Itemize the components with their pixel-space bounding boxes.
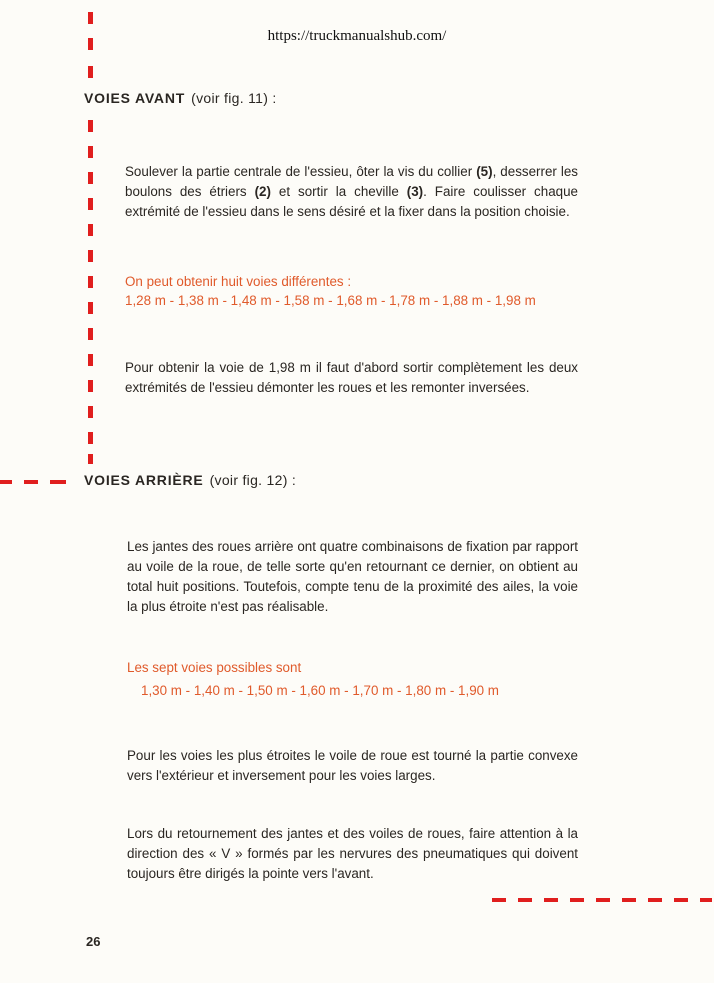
section-front-title: VOIES AVANT — [84, 90, 186, 106]
front-paragraph-2: Pour obtenir la voie de 1,98 m il faut d'abord sortir complètement les deux extrémités de l'essieu démonter les roues et les remonter inversées. — [125, 360, 578, 395]
front-track-widths: 1,28 m - 1,38 m - 1,48 m - 1,58 m - 1,68 m - 1,78 m - 1,88 m - 1,98 m — [125, 293, 536, 308]
text-run: . Faire coulisser chaque extrémité de l'essieu dans le sens désiré et la fixer dans la position choisie. — [125, 184, 578, 219]
rear-paragraph-3: Lors du retournement des jantes et des voiles de roues, faire attention à la direction des « V » formés par les nervures des pneumatiques qui doivent toujours être dirigés la pointe vers l'avant. — [127, 826, 578, 881]
section-front-ref: (voir fig. 11) : — [191, 90, 277, 106]
rear-track-widths: 1,30 m - 1,40 m - 1,50 m - 1,60 m - 1,70 m - 1,80 m - 1,90 m — [141, 683, 499, 698]
page-number: 26 — [86, 934, 101, 949]
ref-number: (3) — [406, 184, 424, 199]
ref-number: (5) — [476, 164, 493, 179]
section-rear-title: VOIES ARRIÈRE — [84, 472, 204, 488]
ref-number: (2) — [254, 184, 271, 199]
section-rear-heading — [84, 472, 296, 488]
rear-paragraph-2: Pour les voies les plus étroites le voile de roue est tourné la partie convexe vers l'extérieur et inversement pour les voies larges. — [127, 748, 578, 783]
section-rear-ref: (voir fig. 12) : — [209, 472, 297, 488]
text-run: , desserrer les boulons des étriers — [125, 164, 578, 199]
section-front-heading — [84, 90, 277, 106]
source-url: https://truckmanualshub.com/ — [267, 28, 447, 44]
text-run: et sortir la cheville — [270, 184, 407, 199]
front-paragraph-1 — [125, 162, 578, 222]
rear-paragraph-1: Les jantes des roues arrière ont quatre combinaisons de fixation par rapport au voile de la roue, de telle sorte qu'en retournant ce dernier, on obtient au total huit positions. Toutefois, compte tenu de la proximité des ailes, la voie la plus étroite n'est pas réalisable. — [127, 539, 578, 614]
text-run: Soulever la partie centrale de l'essieu, ôter la vis du collier — [125, 164, 477, 179]
front-note-title: On peut obtenir huit voies différentes : — [125, 274, 352, 289]
rear-note-title: Les sept voies possibles sont — [127, 660, 302, 675]
